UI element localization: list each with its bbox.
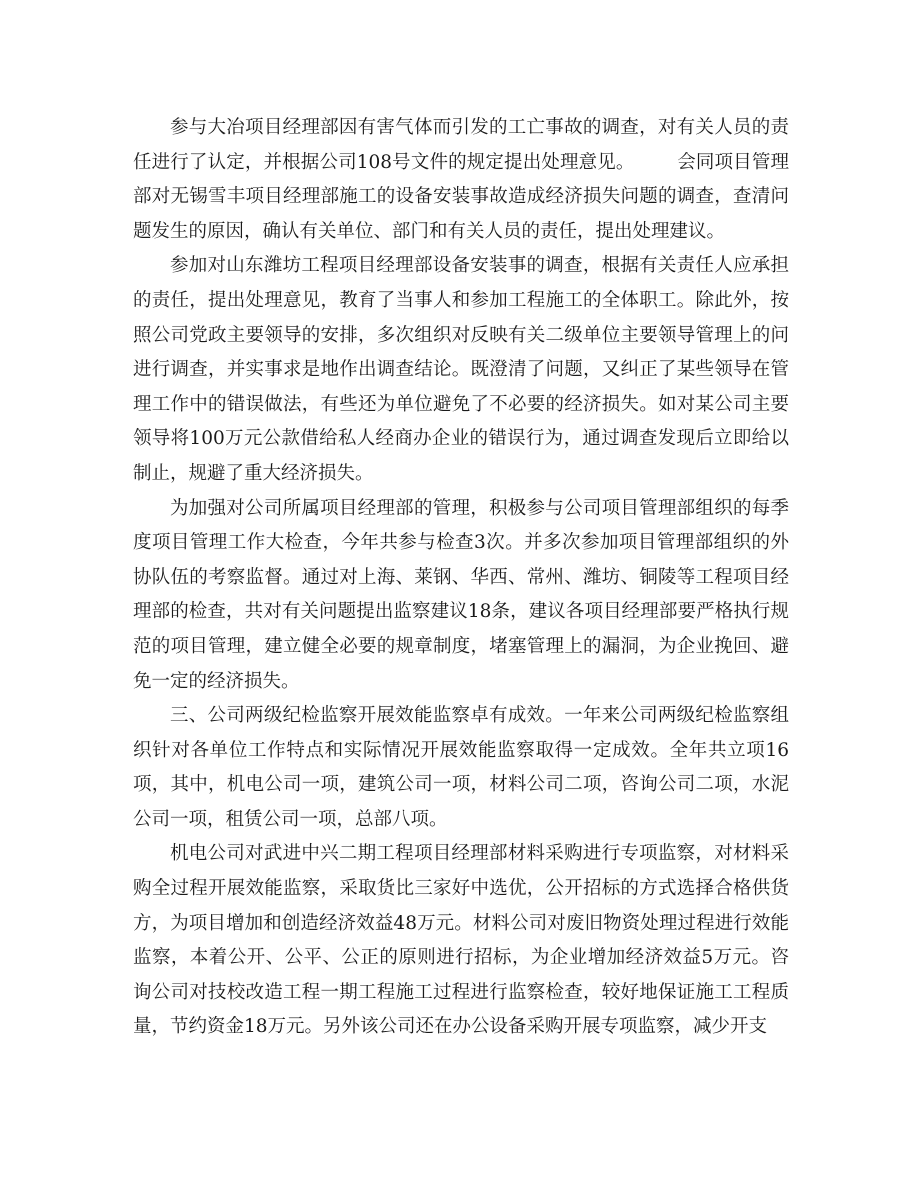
paragraph-5: 机电公司对武进中兴二期工程项目经理部材料采购进行专项监察，对材料采购全过程开展效能监察，采取货比三家好中选优，公开招标的方式选择合格供货方，为项目增加和创造经济效益48万元。材料公司对废旧物资处理过程进行效能监察，本着公开、公平、公正的原则进行招标，为企业增加经济效益5万元。咨询公司对技校改造工程一期工程施工过程进行监察检查，较好地保证施工工程质量，节约资金18万元。另外该公司还在办公设备采购开展专项监察，减少开支: [133, 843, 789, 1038]
paragraph-1: [133, 111, 789, 249]
paragraph-4: 三、公司两级纪检监察开展效能监察卓有成效。一年来公司两级纪检监察组织针对各单位工作特点和实际情况开展效能监察取得一定成效。全年共立项16项，其中，机电公司一项，建筑公司一项，材料公司二项，咨询公司二项，水泥公司一项，租赁公司一项，总部八项。: [133, 705, 789, 830]
paragraph-1-part-2: 会同项目管理部对无锡雪丰项目经理部施工的设备安装事故造成经济损失问题的调查，查清问题发生的原因，确认有关单位、部门和有关人员的责任，提出处理建议。: [133, 151, 789, 242]
paragraph-2: 参加对山东潍坊工程项目经理部设备安装事的调查，根据有关责任人应承担的责任，提出处理意见，教育了当事人和参加工程施工的全体职工。除此外，按照公司党政主要领导的安排，多次组织对反映有关二级单位主要领导管理上的问进行调查，并实事求是地作出调查结论。既澄清了问题，又纠正了某些领导在管理工作中的错误做法，有些还为单位避免了不必要的经济损失。如对某公司主要领导将100万元公款借给私人经商办企业的错误行为，通过调查发现后立即给以制止，规避了重大经济损失。: [133, 255, 789, 484]
paragraph-1-part-1: 参与大冶项目经理部因有害气体而引发的工亡事故的调查，对有关人员的责任进行了认定，并根据公司108号文件的规定提出处理意见。: [133, 117, 789, 173]
paragraph-3: 为加强对公司所属项目经理部的管理，积极参与公司项目管理部组织的每季度项目管理工作大检查，今年共参与检查3次。并多次参加项目管理部组织的外协队伍的考察监督。通过对上海、莱钢、华西、常州、潍坊、铜陵等工程项目经理部的检查，共对有关问题提出监察建议18条，建议各项目经理部要严格执行规范的项目管理，建立健全必要的规章制度，堵塞管理上的漏洞，为企业挽回、避免一定的经济损失。: [133, 497, 789, 692]
document-body: [133, 111, 789, 1045]
